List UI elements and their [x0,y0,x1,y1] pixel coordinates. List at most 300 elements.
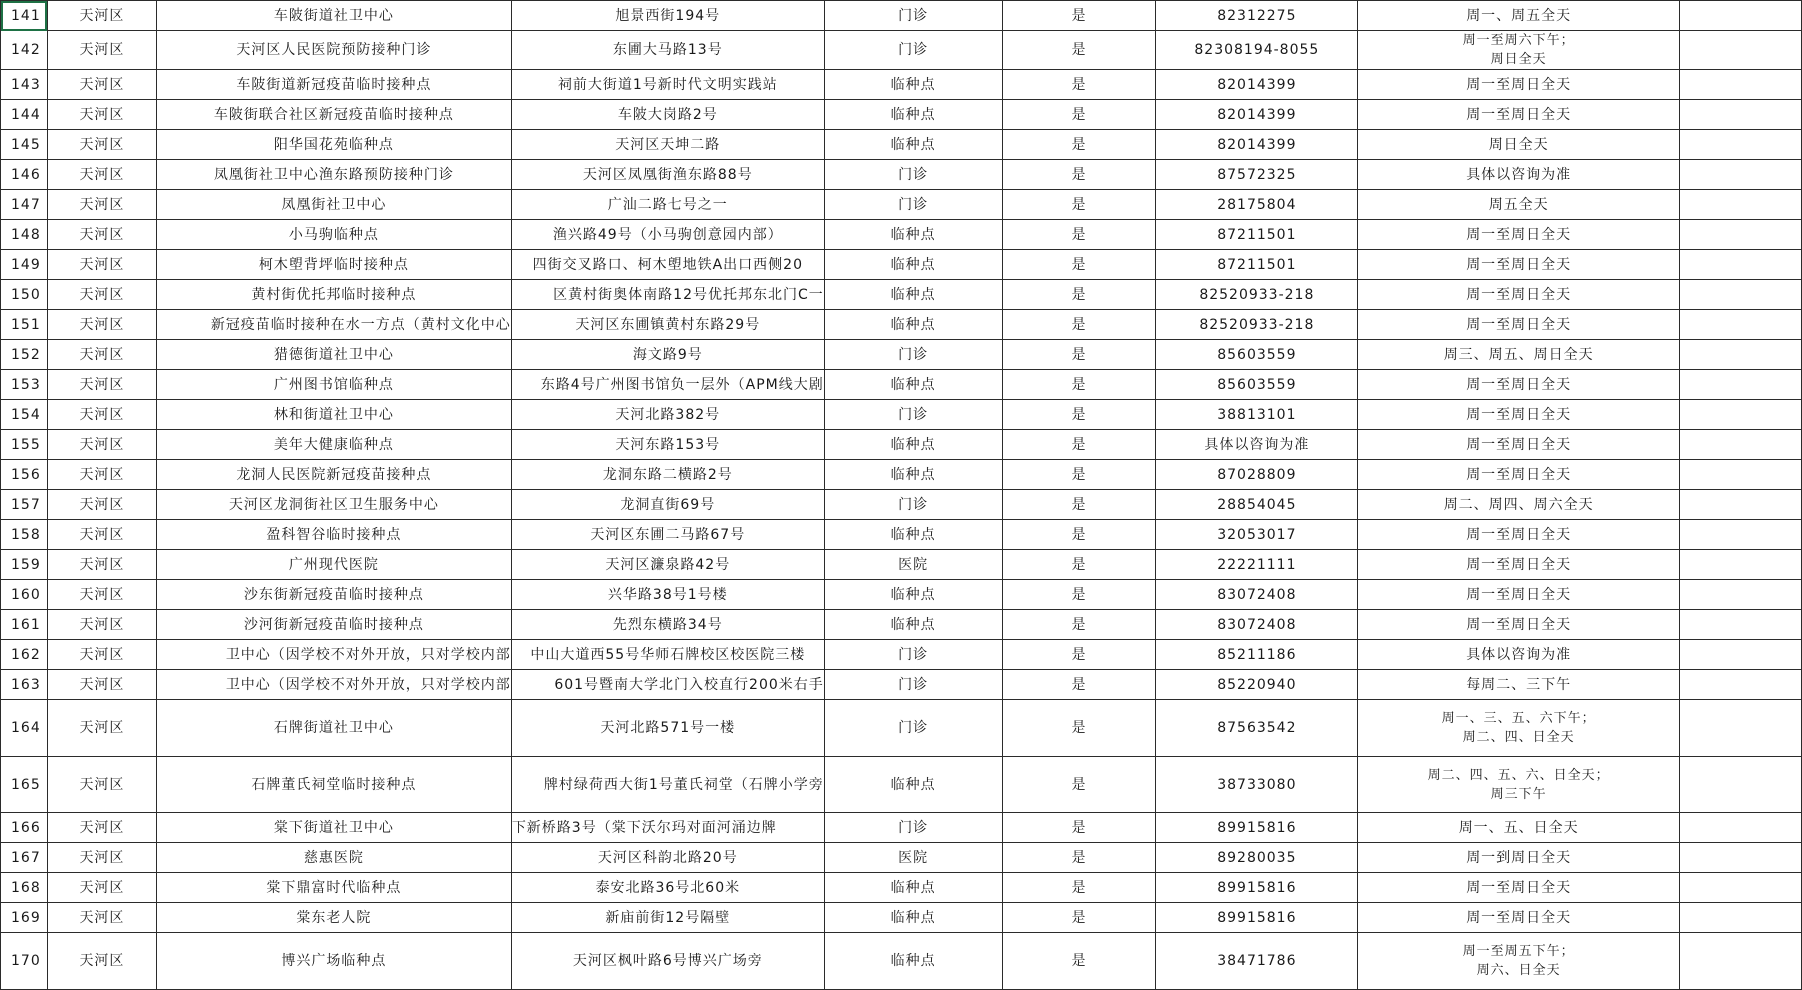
district-cell[interactable] [47,340,156,370]
address-cell[interactable] [511,670,824,700]
site-type-cell[interactable] [824,70,1002,100]
address-cell[interactable] [511,340,824,370]
hours-cell[interactable] [1358,460,1680,490]
address-cell[interactable] [511,933,824,990]
site-name-cell[interactable] [156,670,511,700]
status-flag-cell[interactable] [1002,130,1156,160]
table-row [1,310,1802,340]
cell-text: 是 [1071,136,1087,153]
site-type-cell[interactable] [824,1,1002,31]
empty-cell[interactable] [1680,430,1802,460]
row-number-cell[interactable] [1,190,48,220]
address-cell[interactable] [511,843,824,873]
cell-text: 天河区 [79,166,125,183]
empty-cell[interactable] [1680,130,1802,160]
phone-cell[interactable] [1156,160,1358,190]
phone-cell[interactable] [1156,100,1358,130]
hours-cell[interactable] [1358,1,1680,31]
status-flag-cell[interactable] [1002,1,1156,31]
district-cell[interactable] [47,490,156,520]
phone-cell[interactable] [1156,310,1358,340]
district-cell[interactable] [47,670,156,700]
row-number-cell[interactable] [1,460,48,490]
status-flag-cell[interactable] [1002,610,1156,640]
hours-cell[interactable] [1358,640,1680,670]
cell-text: 博兴广场临种点 [281,953,387,969]
row-number-cell[interactable] [1,610,48,640]
row-number-cell[interactable] [1,100,48,130]
hours-cell[interactable] [1358,757,1680,813]
cell-text: 天河区 [79,226,125,243]
cell-text: 天河区 [79,776,125,793]
site-type-cell[interactable] [824,340,1002,370]
row-number-cell[interactable] [1,580,48,610]
site-name-cell[interactable] [156,640,511,670]
site-name-cell[interactable] [156,280,511,310]
site-type-cell[interactable] [824,430,1002,460]
site-name-cell[interactable] [156,580,511,610]
empty-cell[interactable] [1680,933,1802,990]
site-name-cell[interactable] [156,757,511,813]
site-type-cell[interactable] [824,813,1002,843]
phone-cell[interactable] [1156,1,1358,31]
district-cell[interactable] [47,190,156,220]
site-name-cell[interactable] [156,100,511,130]
row-number-cell[interactable] [1,873,48,903]
site-name-cell[interactable] [156,610,511,640]
site-type-cell[interactable] [824,250,1002,280]
cell-text: 是 [1071,436,1087,453]
hours-cell[interactable] [1358,700,1680,757]
hours-cell[interactable] [1358,580,1680,610]
empty-cell[interactable] [1680,873,1802,903]
cell-text: 临种点 [890,76,936,93]
hours-cell[interactable] [1358,873,1680,903]
phone-cell[interactable] [1156,873,1358,903]
phone-cell[interactable] [1156,460,1358,490]
cell-text: 祠前大街道1号新时代文明实践站 [557,76,778,93]
row-number-cell[interactable] [1,640,48,670]
cell-text: 169 [11,909,41,926]
hours-cell[interactable] [1358,31,1680,70]
empty-cell[interactable] [1680,550,1802,580]
cell-text: 是 [1071,406,1087,423]
district-cell[interactable] [47,757,156,813]
cell-text: 85603559 [1217,376,1297,393]
status-flag-cell[interactable] [1002,280,1156,310]
status-flag-cell[interactable] [1002,520,1156,550]
status-flag-cell[interactable] [1002,700,1156,757]
district-cell[interactable] [47,1,156,31]
hours-cell[interactable] [1358,490,1680,520]
district-cell[interactable] [47,843,156,873]
empty-cell[interactable] [1680,220,1802,250]
hours-cell[interactable] [1358,100,1680,130]
hours-cell[interactable] [1358,843,1680,873]
address-cell[interactable] [511,250,824,280]
district-cell[interactable] [47,130,156,160]
phone-cell[interactable] [1156,520,1358,550]
address-cell[interactable] [511,31,824,70]
hours-cell[interactable] [1358,190,1680,220]
address-cell[interactable] [511,280,824,310]
row-number-cell[interactable] [1,220,48,250]
site-name-cell[interactable] [156,130,511,160]
status-flag-cell[interactable] [1002,640,1156,670]
site-type-cell[interactable] [824,903,1002,933]
empty-cell[interactable] [1680,700,1802,757]
address-cell[interactable] [511,220,824,250]
empty-cell[interactable] [1680,340,1802,370]
status-flag-cell[interactable] [1002,580,1156,610]
phone-cell[interactable] [1156,400,1358,430]
empty-cell[interactable] [1680,280,1802,310]
phone-cell[interactable] [1156,580,1358,610]
empty-cell[interactable] [1680,190,1802,220]
row-number-cell[interactable] [1,670,48,700]
site-type-cell[interactable] [824,757,1002,813]
status-flag-cell[interactable] [1002,903,1156,933]
site-name-cell[interactable] [156,933,511,990]
status-flag-cell[interactable] [1002,430,1156,460]
hours-cell[interactable] [1358,340,1680,370]
phone-cell[interactable] [1156,813,1358,843]
row-number-cell[interactable] [1,700,48,757]
address-cell[interactable] [511,580,824,610]
phone-cell[interactable] [1156,670,1358,700]
empty-cell[interactable] [1680,490,1802,520]
empty-cell[interactable] [1680,610,1802,640]
status-flag-cell[interactable] [1002,310,1156,340]
empty-cell[interactable] [1680,160,1802,190]
status-flag-cell[interactable] [1002,843,1156,873]
hours-cell[interactable] [1358,610,1680,640]
address-cell[interactable] [511,190,824,220]
site-type-cell[interactable] [824,190,1002,220]
site-name-cell[interactable] [156,310,511,340]
phone-cell[interactable] [1156,340,1358,370]
empty-cell[interactable] [1680,903,1802,933]
site-name-cell[interactable] [156,903,511,933]
hours-cell[interactable] [1358,370,1680,400]
cell-text: 148 [11,226,41,243]
district-cell[interactable] [47,400,156,430]
site-type-cell[interactable] [824,370,1002,400]
district-cell[interactable] [47,220,156,250]
row-number-cell[interactable] [1,250,48,280]
phone-cell[interactable] [1156,190,1358,220]
status-flag-cell[interactable] [1002,31,1156,70]
district-cell[interactable] [47,700,156,757]
phone-cell[interactable] [1156,490,1358,520]
hours-cell[interactable] [1358,903,1680,933]
address-cell[interactable] [511,520,824,550]
row-number-cell[interactable] [1,903,48,933]
district-cell[interactable] [47,100,156,130]
empty-cell[interactable] [1680,670,1802,700]
address-cell[interactable] [511,1,824,31]
row-number-cell[interactable] [1,31,48,70]
site-name-cell[interactable] [156,220,511,250]
row-number-cell[interactable] [1,280,48,310]
address-cell[interactable] [511,310,824,340]
status-flag-cell[interactable] [1002,873,1156,903]
status-flag-cell[interactable] [1002,250,1156,280]
hours-cell[interactable] [1358,550,1680,580]
site-type-cell[interactable] [824,640,1002,670]
site-name-cell[interactable] [156,70,511,100]
hours-cell[interactable] [1358,310,1680,340]
hours-cell[interactable] [1358,430,1680,460]
site-name-cell[interactable] [156,340,511,370]
site-type-cell[interactable] [824,160,1002,190]
row-number-cell[interactable] [1,843,48,873]
status-flag-cell[interactable] [1002,550,1156,580]
site-name-cell[interactable] [156,520,511,550]
address-cell[interactable] [511,813,824,843]
phone-cell[interactable] [1156,280,1358,310]
district-cell[interactable] [47,640,156,670]
site-name-cell[interactable] [156,490,511,520]
hours-cell[interactable] [1358,250,1680,280]
empty-cell[interactable] [1680,757,1802,813]
phone-cell[interactable] [1156,550,1358,580]
status-flag-cell[interactable] [1002,670,1156,700]
cell-text: 145 [11,136,41,153]
row-number-cell[interactable] [1,430,48,460]
site-name-cell[interactable] [156,460,511,490]
row-number-cell[interactable] [1,160,48,190]
district-cell[interactable] [47,70,156,100]
site-type-cell[interactable] [824,460,1002,490]
hours-cell[interactable] [1358,220,1680,250]
address-cell[interactable] [511,700,824,757]
empty-cell[interactable] [1680,400,1802,430]
address-cell[interactable] [511,460,824,490]
district-cell[interactable] [47,31,156,70]
row-number-cell[interactable] [1,370,48,400]
site-type-cell[interactable] [824,670,1002,700]
site-name-cell[interactable] [156,400,511,430]
cell-text: 广汕二路七号之一 [607,196,728,213]
empty-cell[interactable] [1680,70,1802,100]
cell-text: 周三、周五、周日全天 [1443,346,1594,363]
status-flag-cell[interactable] [1002,220,1156,250]
site-type-cell[interactable] [824,610,1002,640]
hours-cell[interactable] [1358,130,1680,160]
district-cell[interactable] [47,610,156,640]
empty-cell[interactable] [1680,640,1802,670]
empty-cell[interactable] [1680,1,1802,31]
district-cell[interactable] [47,520,156,550]
address-cell[interactable] [511,550,824,580]
phone-cell[interactable] [1156,700,1358,757]
site-name-cell[interactable] [156,550,511,580]
site-type-cell[interactable] [824,280,1002,310]
phone-cell[interactable] [1156,610,1358,640]
district-cell[interactable] [47,310,156,340]
site-name-cell[interactable] [156,31,511,70]
phone-cell[interactable] [1156,370,1358,400]
status-flag-cell[interactable] [1002,70,1156,100]
empty-cell[interactable] [1680,370,1802,400]
site-type-cell[interactable] [824,31,1002,70]
row-number-cell[interactable] [1,310,48,340]
status-flag-cell[interactable] [1002,400,1156,430]
empty-cell[interactable] [1680,520,1802,550]
status-flag-cell[interactable] [1002,757,1156,813]
site-type-cell[interactable] [824,100,1002,130]
district-cell[interactable] [47,250,156,280]
site-type-cell[interactable] [824,220,1002,250]
phone-cell[interactable] [1156,757,1358,813]
district-cell[interactable] [47,280,156,310]
phone-cell[interactable] [1156,640,1358,670]
phone-cell[interactable] [1156,843,1358,873]
phone-cell[interactable] [1156,430,1358,460]
address-cell[interactable] [511,640,824,670]
address-cell[interactable] [511,610,824,640]
empty-cell[interactable] [1680,460,1802,490]
address-cell[interactable] [511,130,824,160]
empty-cell[interactable] [1680,813,1802,843]
status-flag-cell[interactable] [1002,190,1156,220]
hours-cell[interactable] [1358,280,1680,310]
cell-text: 是 [1071,879,1087,896]
cell-text: 天河区科韵北路20号 [597,849,738,866]
district-cell[interactable] [47,550,156,580]
site-name-cell[interactable] [156,700,511,757]
site-name-cell[interactable] [156,813,511,843]
status-flag-cell[interactable] [1002,160,1156,190]
address-cell[interactable] [511,100,824,130]
cell-text: 是 [1071,819,1087,836]
address-cell[interactable] [511,903,824,933]
site-name-cell[interactable] [156,873,511,903]
site-type-cell[interactable] [824,873,1002,903]
cell-text: 周一至周日全天 [1466,436,1572,453]
hours-cell[interactable] [1358,933,1680,990]
row-number-cell[interactable] [1,70,48,100]
address-cell[interactable] [511,430,824,460]
address-cell[interactable] [511,370,824,400]
row-number-cell[interactable] [1,550,48,580]
address-cell[interactable] [511,490,824,520]
district-cell[interactable] [47,873,156,903]
hours-cell[interactable] [1358,70,1680,100]
address-cell[interactable] [511,873,824,903]
table-row [1,670,1802,700]
row-number-cell[interactable] [1,490,48,520]
row-number-cell[interactable] [1,130,48,160]
cell-text: 87028809 [1217,466,1297,483]
phone-cell[interactable] [1156,130,1358,160]
district-cell[interactable] [47,160,156,190]
cell-text: 广州现代医院 [288,556,379,573]
district-cell[interactable] [47,460,156,490]
site-name-cell[interactable] [156,370,511,400]
district-cell[interactable] [47,430,156,460]
address-cell[interactable] [511,400,824,430]
row-number-cell[interactable] [1,340,48,370]
hours-cell[interactable] [1358,813,1680,843]
hours-cell[interactable] [1358,160,1680,190]
district-cell[interactable] [47,903,156,933]
phone-cell[interactable] [1156,933,1358,990]
address-cell[interactable] [511,757,824,813]
phone-cell[interactable] [1156,31,1358,70]
empty-cell[interactable] [1680,250,1802,280]
phone-cell[interactable] [1156,220,1358,250]
site-name-cell[interactable] [156,160,511,190]
hours-cell[interactable] [1358,400,1680,430]
site-type-cell[interactable] [824,130,1002,160]
row-number-cell[interactable] [1,933,48,990]
site-name-cell[interactable] [156,190,511,220]
phone-cell[interactable] [1156,70,1358,100]
row-number-cell[interactable] [1,757,48,813]
address-cell[interactable] [511,70,824,100]
status-flag-cell[interactable] [1002,100,1156,130]
empty-cell[interactable] [1680,31,1802,70]
site-name-cell[interactable] [156,250,511,280]
site-type-cell[interactable] [824,310,1002,340]
site-type-cell[interactable] [824,520,1002,550]
status-flag-cell[interactable] [1002,933,1156,990]
site-name-cell[interactable] [156,1,511,31]
district-cell[interactable] [47,933,156,990]
cell-text: 四街交叉路口、柯木塱地铁A出口西侧20 [532,256,803,273]
empty-cell[interactable] [1680,843,1802,873]
status-flag-cell[interactable] [1002,813,1156,843]
empty-cell[interactable] [1680,100,1802,130]
cell-text: 泰安北路36号北60米 [595,879,741,896]
cell-text: 临种点 [890,953,936,969]
district-cell[interactable] [47,813,156,843]
row-number-cell[interactable] [1,813,48,843]
site-type-cell[interactable] [824,550,1002,580]
district-cell[interactable] [47,580,156,610]
address-cell[interactable] [511,160,824,190]
phone-cell[interactable] [1156,903,1358,933]
site-type-cell[interactable] [824,400,1002,430]
status-flag-cell[interactable] [1002,460,1156,490]
site-type-cell[interactable] [824,700,1002,757]
site-type-cell[interactable] [824,843,1002,873]
cell-text: 下新桥路3号（棠下沃尔玛对面河涌边牌 [511,819,777,836]
row-number-cell[interactable] [1,520,48,550]
cell-text: 龙洞人民医院新冠疫苗接种点 [236,466,432,483]
site-name-cell[interactable] [156,430,511,460]
site-type-cell[interactable] [824,933,1002,990]
row-number-cell[interactable] [1,400,48,430]
status-flag-cell[interactable] [1002,340,1156,370]
site-type-cell[interactable] [824,580,1002,610]
site-type-cell[interactable] [824,490,1002,520]
district-cell[interactable] [47,370,156,400]
status-flag-cell[interactable] [1002,370,1156,400]
hours-cell[interactable] [1358,670,1680,700]
phone-cell[interactable] [1156,250,1358,280]
row-number-cell[interactable] [1,1,48,31]
empty-cell[interactable] [1680,310,1802,340]
empty-cell[interactable] [1680,580,1802,610]
site-name-cell[interactable] [156,843,511,873]
table-row [1,520,1802,550]
cell-text: 海文路9号 [632,346,703,363]
status-flag-cell[interactable] [1002,490,1156,520]
hours-cell[interactable] [1358,520,1680,550]
